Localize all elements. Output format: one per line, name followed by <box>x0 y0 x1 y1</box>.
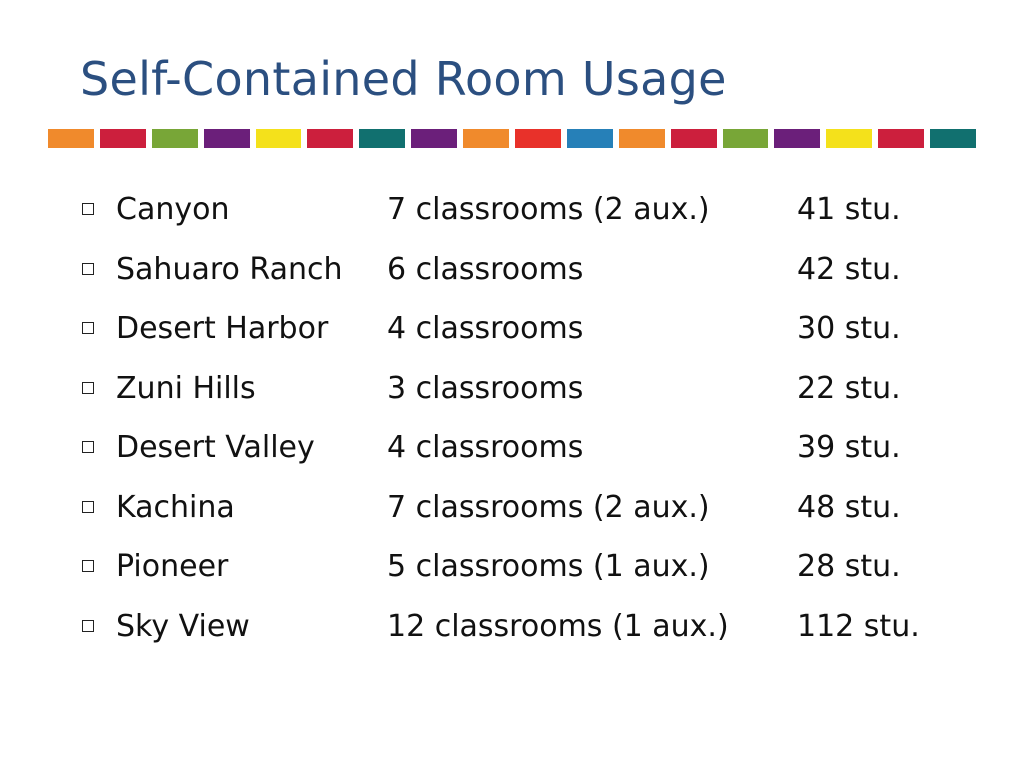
school-name: Kachina <box>116 489 235 525</box>
color-strip-swatch <box>774 129 820 148</box>
student-count: 112 stu. <box>797 608 920 644</box>
list-item <box>82 246 982 306</box>
color-strip-swatch <box>359 129 405 148</box>
color-strip-divider <box>48 129 976 148</box>
room-usage-list <box>82 186 982 662</box>
color-strip-swatch <box>619 129 665 148</box>
school-name: Pioneer <box>116 549 229 584</box>
school-name: Desert Valley <box>116 430 315 465</box>
classroom-count: 3 classrooms <box>387 370 584 406</box>
square-bullet-icon <box>82 322 94 334</box>
square-bullet-icon <box>82 263 94 275</box>
list-item <box>82 603 982 663</box>
slide-title: Self-Contained Room Usage <box>80 52 727 106</box>
square-bullet-icon <box>82 203 94 215</box>
classroom-count: 4 classrooms <box>387 311 584 346</box>
classroom-count: 5 classrooms (1 aux.) <box>387 549 710 584</box>
color-strip-swatch <box>307 129 353 148</box>
square-bullet-icon <box>82 620 94 632</box>
square-bullet-icon <box>82 382 94 394</box>
list-item <box>82 305 982 365</box>
list-item <box>82 424 982 484</box>
school-name: Sky View <box>116 608 250 644</box>
school-name: Sahuaro Ranch <box>116 251 343 287</box>
student-count: 39 stu. <box>797 430 901 465</box>
color-strip-swatch <box>411 129 457 148</box>
list-item <box>82 365 982 425</box>
square-bullet-icon <box>82 441 94 453</box>
color-strip-swatch <box>671 129 717 148</box>
classroom-count: 4 classrooms <box>387 430 584 465</box>
color-strip-swatch <box>930 129 976 148</box>
color-strip-swatch <box>567 129 613 148</box>
student-count: 30 stu. <box>797 311 901 346</box>
student-count: 28 stu. <box>797 549 901 584</box>
color-strip-swatch <box>878 129 924 148</box>
square-bullet-icon <box>82 501 94 513</box>
color-strip-swatch <box>256 129 302 148</box>
classroom-count: 6 classrooms <box>387 251 584 287</box>
classroom-count: 7 classrooms (2 aux.) <box>387 192 710 227</box>
color-strip-swatch <box>48 129 94 148</box>
color-strip-swatch <box>152 129 198 148</box>
student-count: 48 stu. <box>797 489 901 525</box>
classroom-count: 7 classrooms (2 aux.) <box>387 489 710 525</box>
color-strip-swatch <box>515 129 561 148</box>
school-name: Canyon <box>116 192 230 227</box>
color-strip-swatch <box>826 129 872 148</box>
color-strip-swatch <box>463 129 509 148</box>
school-name: Desert Harbor <box>116 311 329 346</box>
list-item <box>82 186 982 246</box>
list-item <box>82 484 982 544</box>
square-bullet-icon <box>82 560 94 572</box>
color-strip-swatch <box>100 129 146 148</box>
student-count: 41 stu. <box>797 192 901 227</box>
school-name: Zuni Hills <box>116 370 256 406</box>
color-strip-swatch <box>204 129 250 148</box>
list-item <box>82 543 982 603</box>
student-count: 22 stu. <box>797 370 901 406</box>
classroom-count: 12 classrooms (1 aux.) <box>387 608 729 644</box>
student-count: 42 stu. <box>797 251 901 287</box>
color-strip-swatch <box>723 129 769 148</box>
